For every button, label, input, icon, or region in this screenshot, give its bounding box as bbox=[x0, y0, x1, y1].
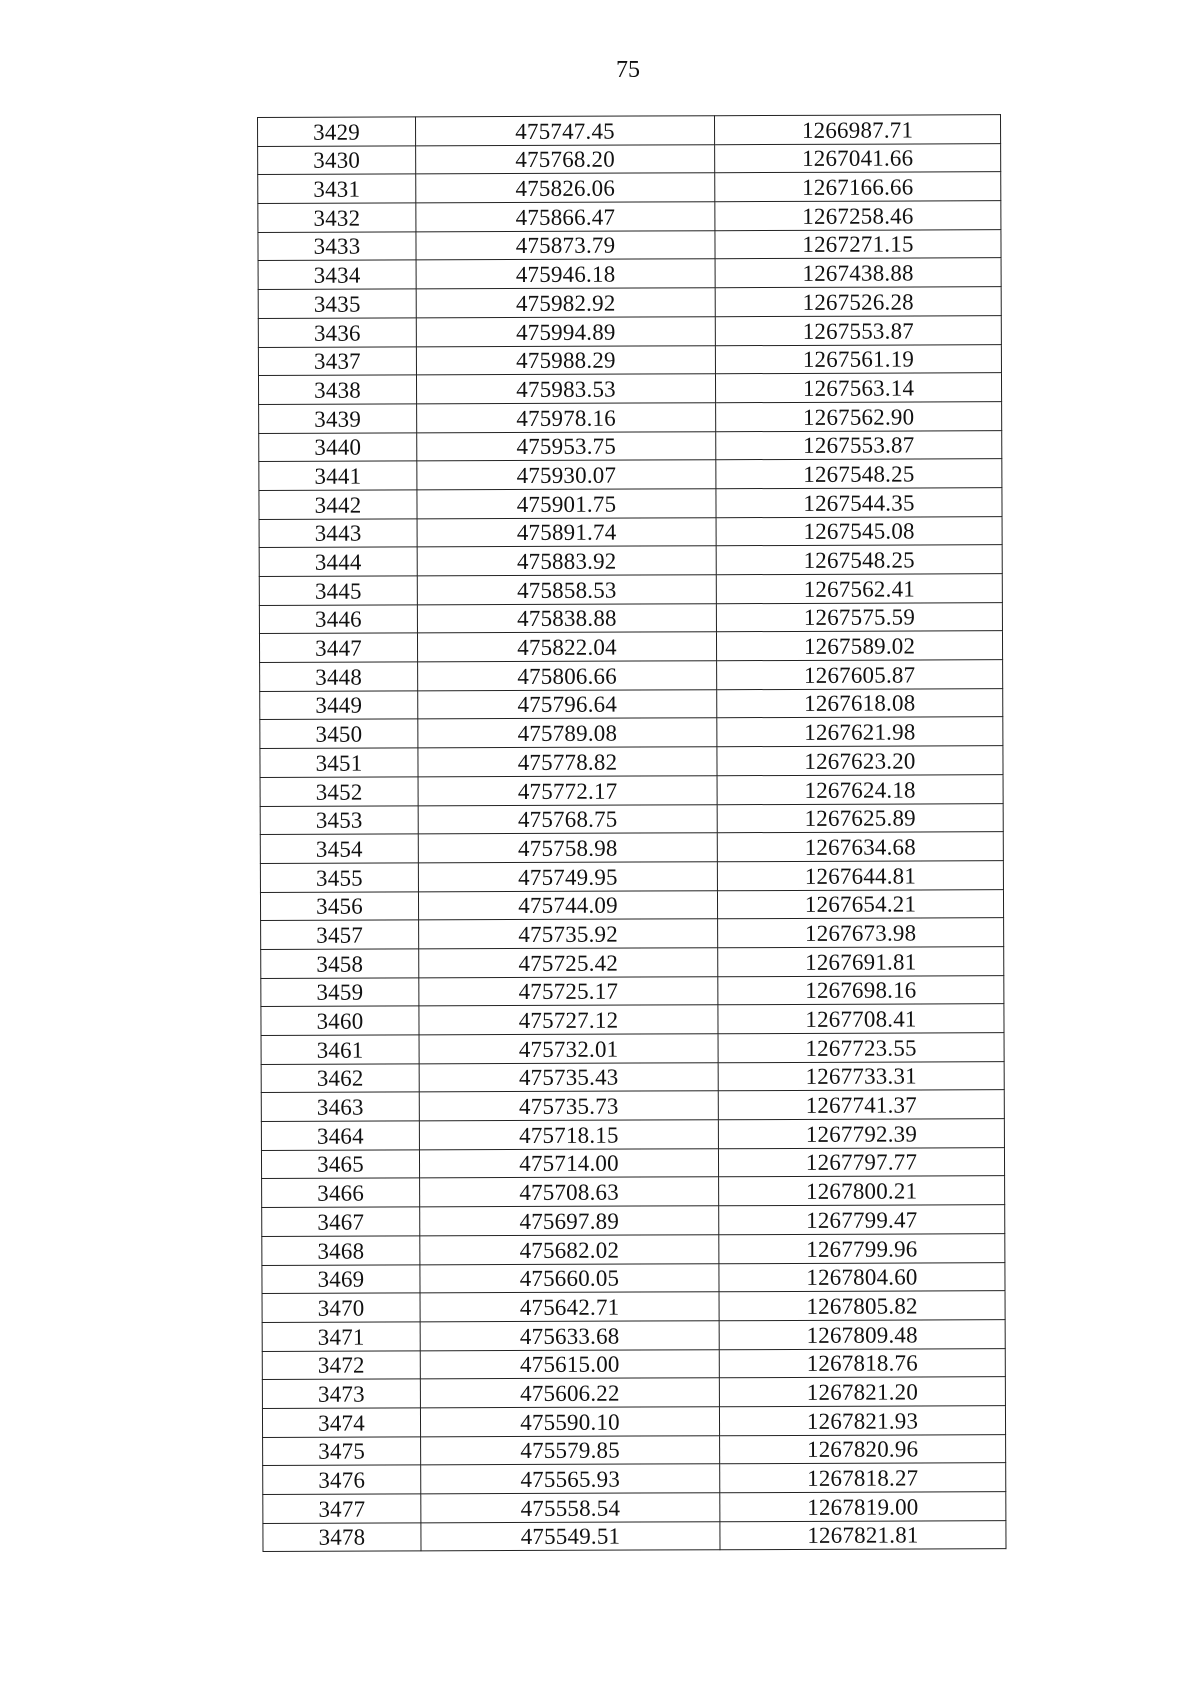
point-number-cell: 3451 bbox=[260, 748, 418, 777]
point-number-cell: 3472 bbox=[262, 1350, 420, 1379]
table-row bbox=[258, 258, 1001, 290]
point-number-cell: 3466 bbox=[262, 1178, 420, 1207]
x-coordinate-cell: 475633.68 bbox=[420, 1321, 719, 1351]
table-row bbox=[261, 975, 1004, 1007]
point-number-cell: 3476 bbox=[263, 1465, 421, 1494]
y-coordinate-cell: 1267691.81 bbox=[718, 947, 1004, 977]
x-coordinate-cell: 475772.17 bbox=[418, 776, 717, 806]
point-number-cell: 3430 bbox=[258, 146, 416, 175]
point-number-cell: 3463 bbox=[261, 1092, 419, 1121]
table-row bbox=[258, 287, 1001, 319]
point-number-cell: 3470 bbox=[262, 1293, 420, 1322]
y-coordinate-cell: 1267544.35 bbox=[716, 488, 1002, 518]
x-coordinate-cell: 475982.92 bbox=[416, 288, 715, 318]
y-coordinate-cell: 1267818.27 bbox=[720, 1463, 1006, 1493]
y-coordinate-cell: 1267526.28 bbox=[715, 287, 1001, 317]
table-row bbox=[262, 1233, 1005, 1265]
y-coordinate-cell: 1267654.21 bbox=[717, 889, 1003, 919]
table-row bbox=[261, 918, 1004, 950]
y-coordinate-cell: 1267741.37 bbox=[718, 1090, 1004, 1120]
y-coordinate-cell: 1267438.88 bbox=[715, 258, 1001, 288]
y-coordinate-cell: 1267818.76 bbox=[719, 1348, 1005, 1378]
table-row bbox=[259, 488, 1002, 520]
x-coordinate-cell: 475988.29 bbox=[416, 345, 715, 375]
point-number-cell: 3431 bbox=[258, 174, 416, 203]
point-number-cell: 3477 bbox=[263, 1494, 421, 1523]
x-coordinate-cell: 475758.98 bbox=[418, 833, 717, 863]
point-number-cell: 3444 bbox=[259, 547, 417, 576]
x-coordinate-cell: 475725.42 bbox=[419, 948, 718, 978]
table-row bbox=[263, 1492, 1006, 1524]
x-coordinate-cell: 475826.06 bbox=[416, 173, 715, 203]
table-row bbox=[262, 1320, 1005, 1352]
point-number-cell: 3443 bbox=[259, 519, 417, 548]
y-coordinate-cell: 1267618.08 bbox=[717, 688, 1003, 718]
y-coordinate-cell: 1267562.41 bbox=[716, 574, 1002, 604]
x-coordinate-cell: 475946.18 bbox=[416, 259, 715, 289]
x-coordinate-cell: 475789.08 bbox=[418, 718, 717, 748]
x-coordinate-cell: 475953.75 bbox=[417, 431, 716, 461]
y-coordinate-cell: 1267575.59 bbox=[716, 602, 1002, 632]
x-coordinate-cell: 475768.20 bbox=[416, 144, 715, 174]
y-coordinate-cell: 1267589.02 bbox=[716, 631, 1002, 661]
table-row bbox=[259, 516, 1002, 548]
y-coordinate-cell: 1267271.15 bbox=[715, 229, 1001, 259]
x-coordinate-cell: 475615.00 bbox=[420, 1349, 719, 1379]
x-coordinate-cell: 475891.74 bbox=[417, 517, 716, 547]
point-number-cell: 3434 bbox=[258, 260, 416, 289]
table-row bbox=[260, 717, 1003, 749]
x-coordinate-cell: 475727.12 bbox=[419, 1005, 718, 1035]
point-number-cell: 3465 bbox=[261, 1150, 419, 1179]
y-coordinate-cell: 1267634.68 bbox=[717, 832, 1003, 862]
y-coordinate-cell: 1267792.39 bbox=[718, 1119, 1004, 1149]
table-row bbox=[262, 1377, 1005, 1409]
x-coordinate-cell: 475735.92 bbox=[419, 919, 718, 949]
table-row bbox=[259, 631, 1002, 663]
table-row bbox=[258, 373, 1001, 405]
x-coordinate-cell: 475682.02 bbox=[420, 1235, 719, 1265]
x-coordinate-cell: 475565.93 bbox=[421, 1464, 720, 1494]
x-coordinate-cell: 475718.15 bbox=[419, 1120, 718, 1150]
x-coordinate-cell: 475866.47 bbox=[416, 202, 715, 232]
x-coordinate-cell: 475901.75 bbox=[417, 489, 716, 519]
table-row bbox=[259, 545, 1002, 577]
table-row bbox=[262, 1348, 1005, 1380]
table-row bbox=[260, 774, 1003, 806]
y-coordinate-cell: 1267733.31 bbox=[718, 1061, 1004, 1091]
x-coordinate-cell: 475749.95 bbox=[418, 862, 717, 892]
x-coordinate-cell: 475838.88 bbox=[417, 603, 716, 633]
x-coordinate-cell: 475983.53 bbox=[416, 374, 715, 404]
point-number-cell: 3448 bbox=[260, 662, 418, 691]
y-coordinate-cell: 1267800.21 bbox=[719, 1176, 1005, 1206]
table-row bbox=[258, 172, 1001, 204]
y-coordinate-cell: 1267821.93 bbox=[719, 1406, 1005, 1436]
table-row bbox=[263, 1434, 1006, 1466]
table-row bbox=[258, 344, 1001, 376]
x-coordinate-cell: 475735.43 bbox=[419, 1062, 718, 1092]
point-number-cell: 3478 bbox=[263, 1523, 421, 1552]
y-coordinate-cell: 1267624.18 bbox=[717, 774, 1003, 804]
y-coordinate-cell: 1267708.41 bbox=[718, 1004, 1004, 1034]
table-row bbox=[260, 803, 1003, 835]
point-number-cell: 3468 bbox=[262, 1236, 420, 1265]
point-number-cell: 3432 bbox=[258, 203, 416, 232]
point-number-cell: 3429 bbox=[258, 117, 416, 146]
y-coordinate-cell: 1267621.98 bbox=[717, 717, 1003, 747]
point-number-cell: 3474 bbox=[262, 1408, 420, 1437]
y-coordinate-cell: 1267561.19 bbox=[715, 344, 1001, 374]
y-coordinate-cell: 1267623.20 bbox=[717, 746, 1003, 776]
table-row bbox=[260, 660, 1003, 692]
page-number: 75 bbox=[616, 57, 640, 83]
y-coordinate-cell: 1267799.96 bbox=[719, 1233, 1005, 1263]
x-coordinate-cell: 475768.75 bbox=[418, 804, 717, 834]
x-coordinate-cell: 475978.16 bbox=[417, 403, 716, 433]
y-coordinate-cell: 1267563.14 bbox=[715, 373, 1001, 403]
table-row bbox=[260, 889, 1003, 921]
table-row bbox=[258, 115, 1001, 147]
x-coordinate-cell: 475579.85 bbox=[421, 1435, 720, 1465]
y-coordinate-cell: 1267821.20 bbox=[719, 1377, 1005, 1407]
table-row bbox=[261, 1119, 1004, 1151]
point-number-cell: 3435 bbox=[258, 289, 416, 318]
y-coordinate-cell: 1267553.87 bbox=[716, 430, 1002, 460]
point-number-cell: 3441 bbox=[259, 461, 417, 490]
x-coordinate-cell: 475714.00 bbox=[419, 1148, 718, 1178]
y-coordinate-cell: 1267553.87 bbox=[715, 315, 1001, 345]
point-number-cell: 3461 bbox=[261, 1035, 419, 1064]
y-coordinate-cell: 1267819.00 bbox=[720, 1492, 1006, 1522]
point-number-cell: 3469 bbox=[262, 1264, 420, 1293]
point-number-cell: 3437 bbox=[258, 346, 416, 375]
table-row bbox=[259, 574, 1002, 606]
x-coordinate-cell: 475873.79 bbox=[416, 230, 715, 260]
table-row bbox=[261, 1147, 1004, 1179]
y-coordinate-cell: 1267797.77 bbox=[718, 1147, 1004, 1177]
table-row bbox=[259, 459, 1002, 491]
point-number-cell: 3442 bbox=[259, 490, 417, 519]
y-coordinate-cell: 1267644.81 bbox=[717, 861, 1003, 891]
point-number-cell: 3473 bbox=[262, 1379, 420, 1408]
y-coordinate-cell: 1267820.96 bbox=[720, 1434, 1006, 1464]
point-number-cell: 3439 bbox=[259, 404, 417, 433]
y-coordinate-cell: 1267548.25 bbox=[716, 459, 1002, 489]
y-coordinate-cell: 1267548.25 bbox=[716, 545, 1002, 575]
table-row bbox=[262, 1291, 1005, 1323]
x-coordinate-cell: 475558.54 bbox=[421, 1493, 720, 1523]
table-row bbox=[259, 430, 1002, 462]
table-row bbox=[258, 143, 1001, 175]
point-number-cell: 3440 bbox=[259, 432, 417, 461]
point-number-cell: 3462 bbox=[261, 1064, 419, 1093]
y-coordinate-cell: 1267041.66 bbox=[715, 143, 1001, 173]
table-row bbox=[261, 1004, 1004, 1036]
x-coordinate-cell: 475744.09 bbox=[418, 890, 717, 920]
table-row bbox=[259, 602, 1002, 634]
point-number-cell: 3446 bbox=[259, 605, 417, 634]
x-coordinate-cell: 475549.51 bbox=[421, 1521, 720, 1551]
x-coordinate-cell: 475642.71 bbox=[420, 1292, 719, 1322]
x-coordinate-cell: 475806.66 bbox=[418, 661, 717, 691]
point-number-cell: 3457 bbox=[261, 920, 419, 949]
table-row bbox=[259, 402, 1002, 434]
point-number-cell: 3455 bbox=[260, 863, 418, 892]
y-coordinate-cell: 1267723.55 bbox=[718, 1033, 1004, 1063]
point-number-cell: 3449 bbox=[260, 691, 418, 720]
point-number-cell: 3456 bbox=[260, 891, 418, 920]
point-number-cell: 3467 bbox=[262, 1207, 420, 1236]
x-coordinate-cell: 475994.89 bbox=[416, 317, 715, 347]
point-number-cell: 3445 bbox=[259, 576, 417, 605]
point-number-cell: 3458 bbox=[261, 949, 419, 978]
y-coordinate-cell: 1267258.46 bbox=[715, 201, 1001, 231]
point-number-cell: 3447 bbox=[259, 633, 417, 662]
x-coordinate-cell: 475747.45 bbox=[416, 116, 715, 146]
y-coordinate-cell: 1267166.66 bbox=[715, 172, 1001, 202]
y-coordinate-cell: 1267804.60 bbox=[719, 1262, 1005, 1292]
table-row bbox=[258, 315, 1001, 347]
table-row bbox=[263, 1463, 1006, 1495]
x-coordinate-cell: 475883.92 bbox=[417, 546, 716, 576]
y-coordinate-cell: 1267821.81 bbox=[720, 1520, 1006, 1550]
point-number-cell: 3452 bbox=[260, 777, 418, 806]
x-coordinate-cell: 475697.89 bbox=[420, 1206, 719, 1236]
table-row bbox=[262, 1176, 1005, 1208]
table-row bbox=[263, 1520, 1006, 1552]
x-coordinate-cell: 475708.63 bbox=[420, 1177, 719, 1207]
table-row bbox=[262, 1406, 1005, 1438]
point-number-cell: 3454 bbox=[260, 834, 418, 863]
y-coordinate-cell: 1267805.82 bbox=[719, 1291, 1005, 1321]
point-number-cell: 3471 bbox=[262, 1322, 420, 1351]
point-number-cell: 3450 bbox=[260, 719, 418, 748]
x-coordinate-cell: 475778.82 bbox=[418, 747, 717, 777]
x-coordinate-cell: 475732.01 bbox=[419, 1034, 718, 1064]
point-number-cell: 3464 bbox=[261, 1121, 419, 1150]
table-row bbox=[258, 201, 1001, 233]
x-coordinate-cell: 475796.64 bbox=[418, 689, 717, 719]
coordinates-table-body bbox=[258, 115, 1007, 1552]
x-coordinate-cell: 475858.53 bbox=[417, 575, 716, 605]
point-number-cell: 3459 bbox=[261, 978, 419, 1007]
x-coordinate-cell: 475590.10 bbox=[420, 1407, 719, 1437]
x-coordinate-cell: 475735.73 bbox=[419, 1091, 718, 1121]
point-number-cell: 3460 bbox=[261, 1006, 419, 1035]
point-number-cell: 3438 bbox=[258, 375, 416, 404]
x-coordinate-cell: 475725.17 bbox=[419, 976, 718, 1006]
table-row bbox=[261, 1033, 1004, 1065]
point-number-cell: 3475 bbox=[263, 1437, 421, 1466]
y-coordinate-cell: 1266987.71 bbox=[714, 115, 1000, 145]
y-coordinate-cell: 1267799.47 bbox=[719, 1205, 1005, 1235]
y-coordinate-cell: 1267809.48 bbox=[719, 1320, 1005, 1350]
x-coordinate-cell: 475822.04 bbox=[417, 632, 716, 662]
table-row bbox=[261, 1061, 1004, 1093]
coordinates-table bbox=[257, 114, 1007, 1552]
x-coordinate-cell: 475930.07 bbox=[417, 460, 716, 490]
table-row bbox=[262, 1205, 1005, 1237]
y-coordinate-cell: 1267562.90 bbox=[716, 402, 1002, 432]
y-coordinate-cell: 1267698.16 bbox=[718, 975, 1004, 1005]
table-row bbox=[260, 688, 1003, 720]
y-coordinate-cell: 1267625.89 bbox=[717, 803, 1003, 833]
table-row bbox=[260, 861, 1003, 893]
table-row bbox=[262, 1262, 1005, 1294]
x-coordinate-cell: 475606.22 bbox=[420, 1378, 719, 1408]
y-coordinate-cell: 1267605.87 bbox=[717, 660, 1003, 690]
table-row bbox=[260, 832, 1003, 864]
x-coordinate-cell: 475660.05 bbox=[420, 1263, 719, 1293]
table-row bbox=[260, 746, 1003, 778]
y-coordinate-cell: 1267545.08 bbox=[716, 516, 1002, 546]
point-number-cell: 3433 bbox=[258, 232, 416, 261]
table-row bbox=[261, 1090, 1004, 1122]
table-row bbox=[258, 229, 1001, 261]
point-number-cell: 3453 bbox=[260, 805, 418, 834]
y-coordinate-cell: 1267673.98 bbox=[718, 918, 1004, 948]
table-row bbox=[261, 947, 1004, 979]
point-number-cell: 3436 bbox=[258, 318, 416, 347]
